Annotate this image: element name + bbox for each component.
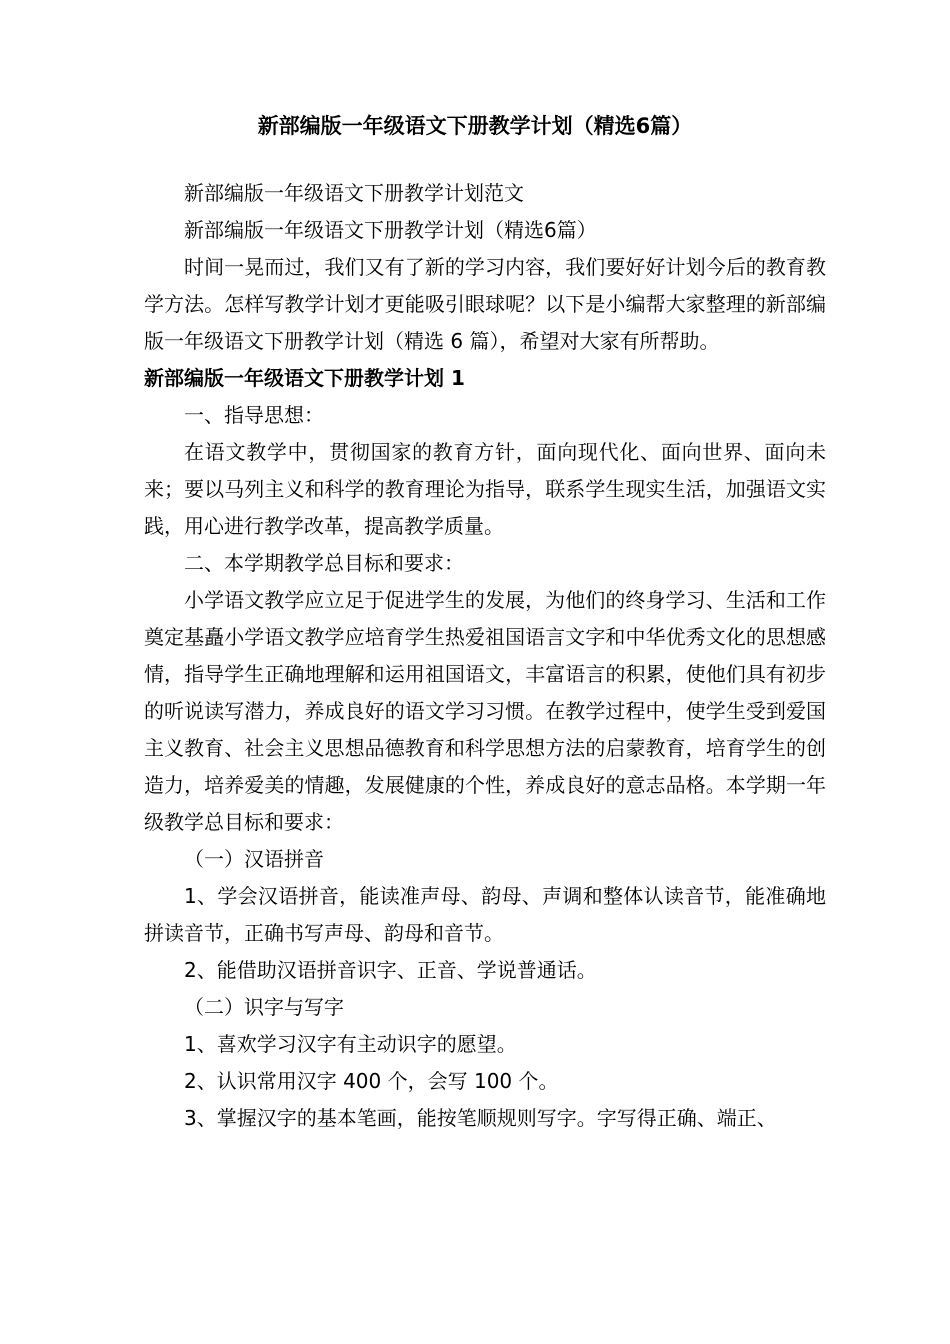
intro-subtitle: 新部编版一年级语文下册教学计划范文 [184, 181, 524, 205]
guiding-heading: 一、指导思想： [184, 403, 324, 427]
document-body [144, 175, 826, 1137]
goals-paragraph: 小学语文教学应立足于促进学生的发展，为他们的终身学习、生活和工作奠定基矗小学语文教学应培育学生热爱祖国语言文字和中华优秀文化的思想感情，指导学生正确地理解和运用祖国语文，丰富语言的积累，使他们具有初步的听说读写潜力，养成良好的语文学习习惯。在教学过程中，使学生受到爱国主义教育、社会主义思想品德教育和科学思想方法的启蒙教育，培育学生的创造力，培养爱美的情趣，发展健康的个性，养成良好的意志品格。本学期一年级教学总目标和要求： [144, 588, 826, 834]
section-heading: 新部编版一年级语文下册教学计划 1 [144, 366, 465, 390]
document-title: 新部编版一年级语文下册教学计划（精选6篇） [257, 114, 693, 138]
pinyin-heading: （一）汉语拼音 [184, 847, 324, 871]
literacy-item: 1、喜欢学习汉字有主动识字的愿望。 [184, 1032, 517, 1056]
pinyin-item: 1、学会汉语拼音，能读准声母、韵母、声调和整体认读音节，能准确地拼读音节，正确书写声母、韵母和音节。 [144, 884, 826, 945]
intro-paragraph: 时间一晃而过，我们又有了新的学习内容，我们要好好计划今后的教育教学方法。怎样写教学计划才更能吸引眼球呢？以下是小编帮大家整理的新部编版一年级语文下册教学计划（精选 6 篇），希望对大家有所帮助。 [144, 255, 826, 353]
literacy-item: 3、掌握汉字的基本笔画，能按笔顺规则写字。字写得正确、端正、 [184, 1106, 777, 1130]
goals-heading: 二、本学期教学总目标和要求： [184, 551, 464, 575]
pinyin-item: 2、能借助汉语拼音识字、正音、学说普通话。 [184, 958, 597, 982]
intro-title-repeat: 新部编版一年级语文下册教学计划（精选6篇） [184, 218, 597, 242]
guiding-paragraph: 在语文教学中，贯彻国家的教育方针，面向现代化、面向世界、面向未来；要以马列主义和科学的教育理论为指导，联系学生现实生活，加强语文实践，用心进行教学改革，提高教学质量。 [144, 440, 826, 538]
literacy-item: 2、认识常用汉字 400 个，会写 100 个。 [184, 1069, 559, 1093]
literacy-heading: （二）识字与写字 [184, 995, 344, 1019]
